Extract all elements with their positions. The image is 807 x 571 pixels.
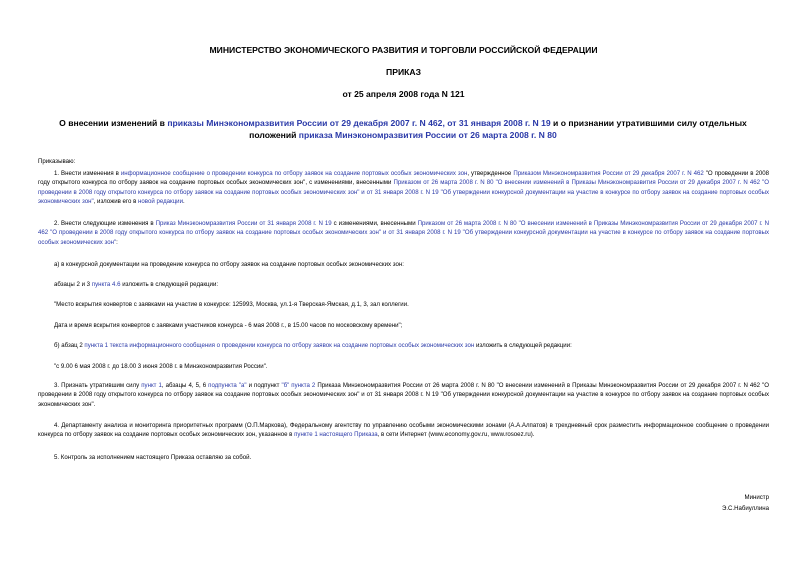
paragraph-3 — [38, 381, 769, 409]
p2b-text: б) абзац 2 — [54, 342, 85, 349]
ministry-title: МИНИСТЕРСТВО ЭКОНОМИЧЕСКОГО РАЗВИТИЯ И ТОРГОВЛИ РОССИЙСКОЙ ФЕДЕРАЦИИ — [209, 45, 598, 55]
paragraph-2b — [54, 341, 769, 350]
p3-text: 3. Признать утратившим силу — [54, 382, 142, 389]
p1-link-new-edition[interactable]: новой редакции — [138, 198, 183, 206]
p3-link-punkt-1[interactable]: пункт 1 — [141, 382, 162, 389]
document-subject — [48, 117, 758, 141]
p4-text: , в сети Интернет (www.economy.gov.ru, www.rosoez.ru). — [377, 431, 535, 439]
p1-link-order-462[interactable]: Приказом Минэкономразвития России от 29 декабря 2007 г. N 462 — [513, 170, 704, 177]
subject-text: и о признании утратившими силу отдельных положений — [249, 118, 747, 140]
signature-name: Э.С.Набиуллина — [721, 505, 769, 512]
p3-text: и подпункт — [246, 382, 282, 389]
paragraph-2 — [38, 219, 769, 247]
p2-text: 2. Внести следующие изменения в — [54, 220, 156, 227]
p2b-link-punkt-1[interactable]: пункта 1 текста информационного сообщения о проведении конкурса по отбору заявок на создание портовых особых экономических зон — [84, 342, 475, 349]
paragraph-4 — [38, 421, 769, 440]
document-date: от 25 апреля 2008 года N 121 — [342, 89, 465, 99]
p1-text: 1. Внести изменения в — [54, 170, 121, 177]
paragraph-2a-quote-1: "Место вскрытия конвертов с заявками на участие в конкурсе: 125993, Москва, ул.1-я Тверская-Ямская, д.1, 3, зал коллегии. — [54, 301, 409, 308]
document-type: ПРИКАЗ — [386, 67, 421, 77]
paragraph-2b-quote: "с 9.00 6 мая 2008 г. до 18.00 3 июня 2008 г. в Минэкономразвития России". — [54, 363, 268, 370]
p4-link-punkt-1[interactable]: пункте 1 настоящего Приказа — [294, 431, 378, 439]
prikazyvayu: Приказываю: — [38, 158, 76, 165]
p1-link-info[interactable]: информационное сообщение о проведении конкурса по отбору заявок на создание портовых особых экономических зон — [120, 170, 468, 177]
paragraph-2a: а) в конкурсной документации на проведение конкурса по отбору заявок на создание портовых особых экономических зон: — [54, 261, 404, 268]
p1-text: , изложив его в — [93, 198, 139, 206]
paragraph-2a-abzacy — [54, 280, 769, 289]
paragraph-1 — [38, 169, 769, 207]
p3-text: , абзацы 4, 5, 6 — [161, 382, 209, 389]
p1-text: "О проведении в 2008 году открытого конкурса по отбору заявок на создание портовых особых экономических зон", с изменениями, внесенными — [38, 170, 770, 187]
p2-link-order-19[interactable]: Приказ Минэкономразвития России от 31 января 2008 г. N 19 — [155, 220, 332, 227]
p2a-text: абзацы 2 и 3 — [54, 281, 92, 288]
p2-text: с изменениями, внесенными — [331, 220, 418, 227]
p1-text: . — [183, 198, 185, 206]
p2-text: : — [116, 238, 118, 246]
subject-text: О внесении изменений в — [59, 118, 168, 128]
p2b-text: изложить в следующей редакции: — [474, 342, 572, 349]
paragraph-2a-quote-2: Дата и время вскрытия конвертов с заявками участников конкурса - 6 мая 2008 г., в 15.00 часов по московскому времени"; — [54, 322, 403, 329]
subject-link-order-80[interactable]: приказа Минэкономразвития России от 26 марта 2008 г. N 80 — [298, 130, 557, 140]
subject-link-orders[interactable]: приказы Минэкономразвития России от 29 декабря 2007 г. N 462, от 31 января 2008 г. N 19 — [167, 118, 551, 128]
p2-link-order-80[interactable]: Приказом от 26 марта 2008 г. N 80 "О внесении изменений в Приказы Минэкономразвития России от 29 декабря 2007 г. N 462 "О проведении в 2008 году открытого конкурса по отбору заявок на создание портовых особых экономических зон" и от 31 января 2008 г. N 19 "Об утверждении конкурсной документации на участие в конкурсе по отбору заявок на создание портовых особых экономических зон" — [38, 220, 769, 246]
p1-text: , утвержденное — [467, 170, 514, 177]
p3-text: Приказа Минэкономразвития России от 26 марта 2008 г. N 80 "О внесении изменений в Приказы Минэкономразвития России от 29 декабря 2007 г. N 462 "О проведении в 2008 году открытого конкурса по отбору заявок на создание портовых особых экономических зон" и от 31 января 2008 г. N 19 "Об утверждении конкурсной документации на участие в конкурсе по отбору заявок на создание портовых особых экономических зон". — [38, 382, 770, 408]
signature-title: Министр — [744, 494, 769, 501]
p2a-link-punkt-4-6[interactable]: пункта 4.6 — [91, 281, 121, 288]
p2a-text: изложить в следующей редакции: — [120, 281, 219, 288]
paragraph-5: 5. Контроль за исполнением настоящего Приказа оставляю за собой. — [54, 454, 252, 461]
p1-link-order-80[interactable]: Приказом от 26 марта 2008 г. N 80 "О внесении изменений в Приказы Минэкономразвития России от 29 декабря 2007 г. N 462 "О проведении в 2008 году открытого конкурса по отбору заявок на создание портовых особых экономических зон" и от 31 января 2008 г. N 19 "Об утверждении конкурсной документации на участие в конкурсе по отбору заявок на создание портовых особых экономических зон" — [38, 179, 769, 206]
p3-link-punkt-2b[interactable]: "б" пункта 2 — [281, 382, 316, 389]
p3-link-podpunkt-a[interactable]: подпункта "а" — [208, 382, 247, 389]
p4-text: 4. Департаменту анализа и мониторинга приоритетных программ (О.П.Маркова), Федеральному агентству по управлению особыми экономическими зонами (А.А.Алпатов) в трехдневный срок разместить информационное сообщение о проведении конкурса по отбору заявок на создание портовых особых экономических зон, указанное в — [38, 422, 769, 439]
